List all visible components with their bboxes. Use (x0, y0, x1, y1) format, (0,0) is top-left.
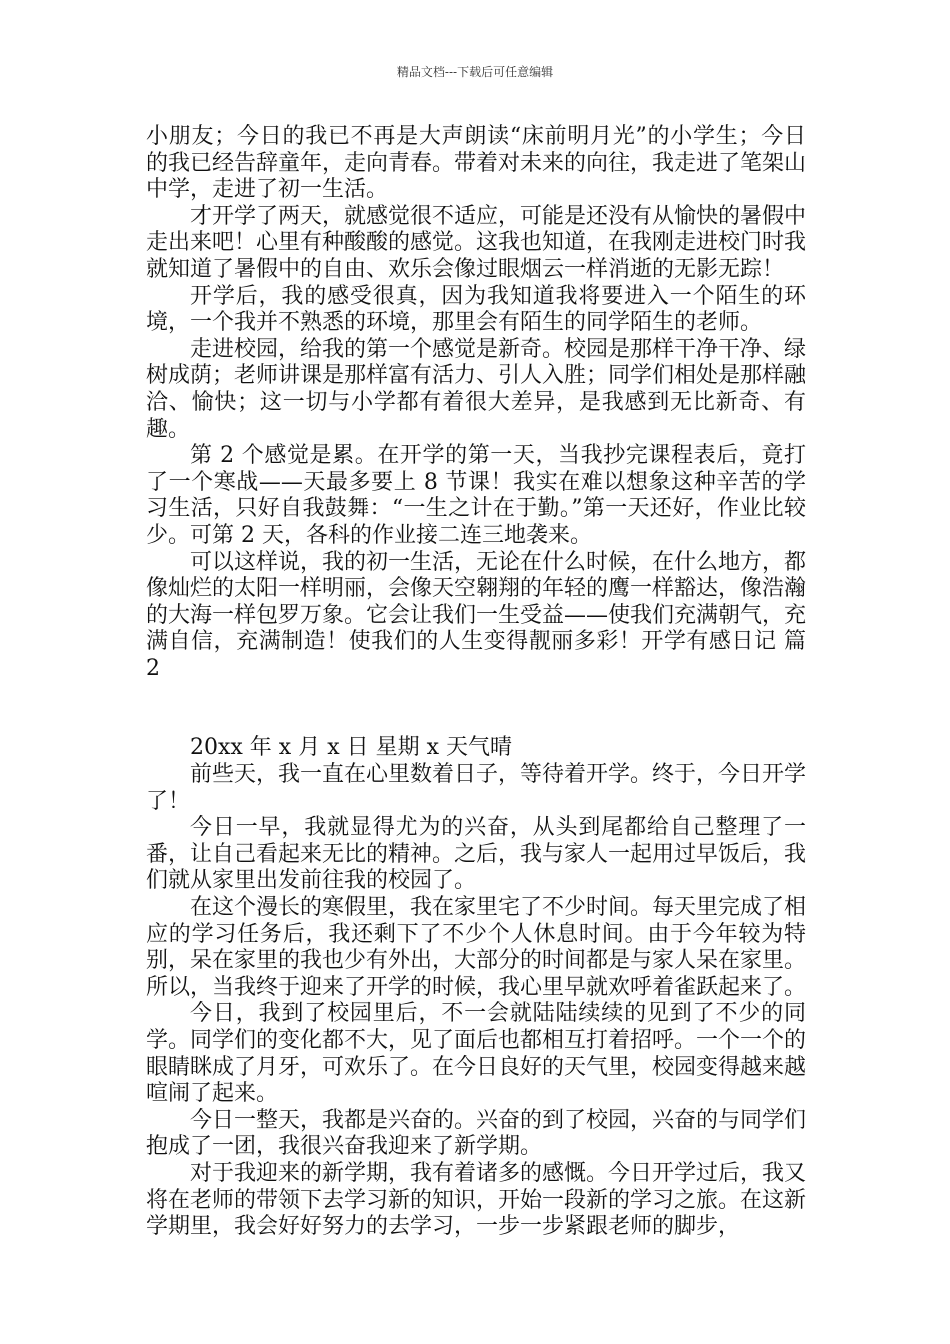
document-body (146, 124, 806, 1241)
paragraph: 可以这样说，我的初一生活，无论在什么时候，在什么地方，都像灿烂的太阳一样明丽，会像天空翱翔的年轻的鹰一样豁达，像浩瀚的大海一样包罗万象。它会让我们一生受益——使我们充满朝气，充满自信，充满制造！使我们的人生变得靓丽多彩！开学有感日记 篇 2 (146, 549, 807, 681)
entry-dateline: 20xx 年 x 月 x 日 星期 x 天气晴 (190, 735, 512, 761)
paragraph: 第 2 个感觉是累。在开学的第一天，当我抄完课程表后，竟打了一个寒战——天最多要上 8 节课！我实在难以想象这种辛苦的学习生活，只好自我鼓舞：“一生之计在于勤。”第一天还好，作业比较少。可第 2 天，各科的作业接二连三地袭来。 (146, 443, 806, 548)
page-header: 精品文档---下载后可任意编辑 (396, 65, 554, 79)
paragraph: 在这个漫长的寒假里，我在家里宅了不少时间。每天里完成了相应的学习任务后，我还剩下了不少个人休息时间。由于今年较为特别，呆在家里的我也少有外出，大部分的时间都是与家人呆在家里。所以，当我终于迎来了开学的时候，我心里早就欢呼着雀跃起来了。 (146, 895, 807, 1000)
paragraph: 前些天，我一直在心里数着日子，等待着开学。终于，今日开学了！ (146, 762, 807, 814)
paragraph-continued: 小朋友；今日的我已不再是大声朗读“床前明月光”的小学生；今日的我已经告辞童年，走向青春。带着对未来的向往，我走进了笔架山中学，走进了初一生活。 (146, 124, 807, 203)
paragraph: 对于我迎来的新学期，我有着诸多的感慨。今日开学过后，我又将在老师的带领下去学习新的知识，开始一段新的学习之旅。在这新学期里，我会好好努力的去学习，一步一步紧跟老师的脚步， (146, 1160, 807, 1240)
paragraph: 才开学了两天，就感觉很不适应，可能是还没有从愉快的暑假中走出来吧！心里有种酸酸的感觉。这我也知道，在我刚走进校门时我就知道了暑假中的自由、欢乐会像过眼烟云一样消逝的无影无踪！ (146, 203, 807, 282)
paragraph: 今日一整天，我都是兴奋的。兴奋的到了校园，兴奋的与同学们抱成了一团，我很兴奋我迎来了新学期。 (146, 1107, 807, 1160)
section-spacer (146, 682, 806, 735)
paragraph: 今日，我到了校园里后，不一会就陆陆续续的见到了不少的同学。同学们的变化都不大，见了面后也都相互打着招呼。一个一个的眼睛眯成了月牙，可欢乐了。在今日良好的天气里，校园变得越来越喧闹了起来。 (146, 1001, 807, 1107)
paragraph: 走进校园，给我的第一个感觉是新奇。校园是那样干净干净、绿树成荫；老师讲课是那样富有活力、引人入胜；同学们相处是那样融洽、愉快；这一切与小学都有着很大差异，是我感到无比新奇、有趣。 (146, 336, 807, 442)
paragraph: 开学后，我的感受很真，因为我知道我将要进入一个陌生的环境，一个我并不熟悉的环境，那里会有陌生的同学陌生的老师。 (146, 283, 806, 336)
paragraph: 今日一早，我就显得尤为的兴奋，从头到尾都给自己整理了一番，让自己看起来无比的精神。之后，我与家人一起用过早饭后，我们就从家里出发前往我的校园了。 (146, 815, 807, 894)
